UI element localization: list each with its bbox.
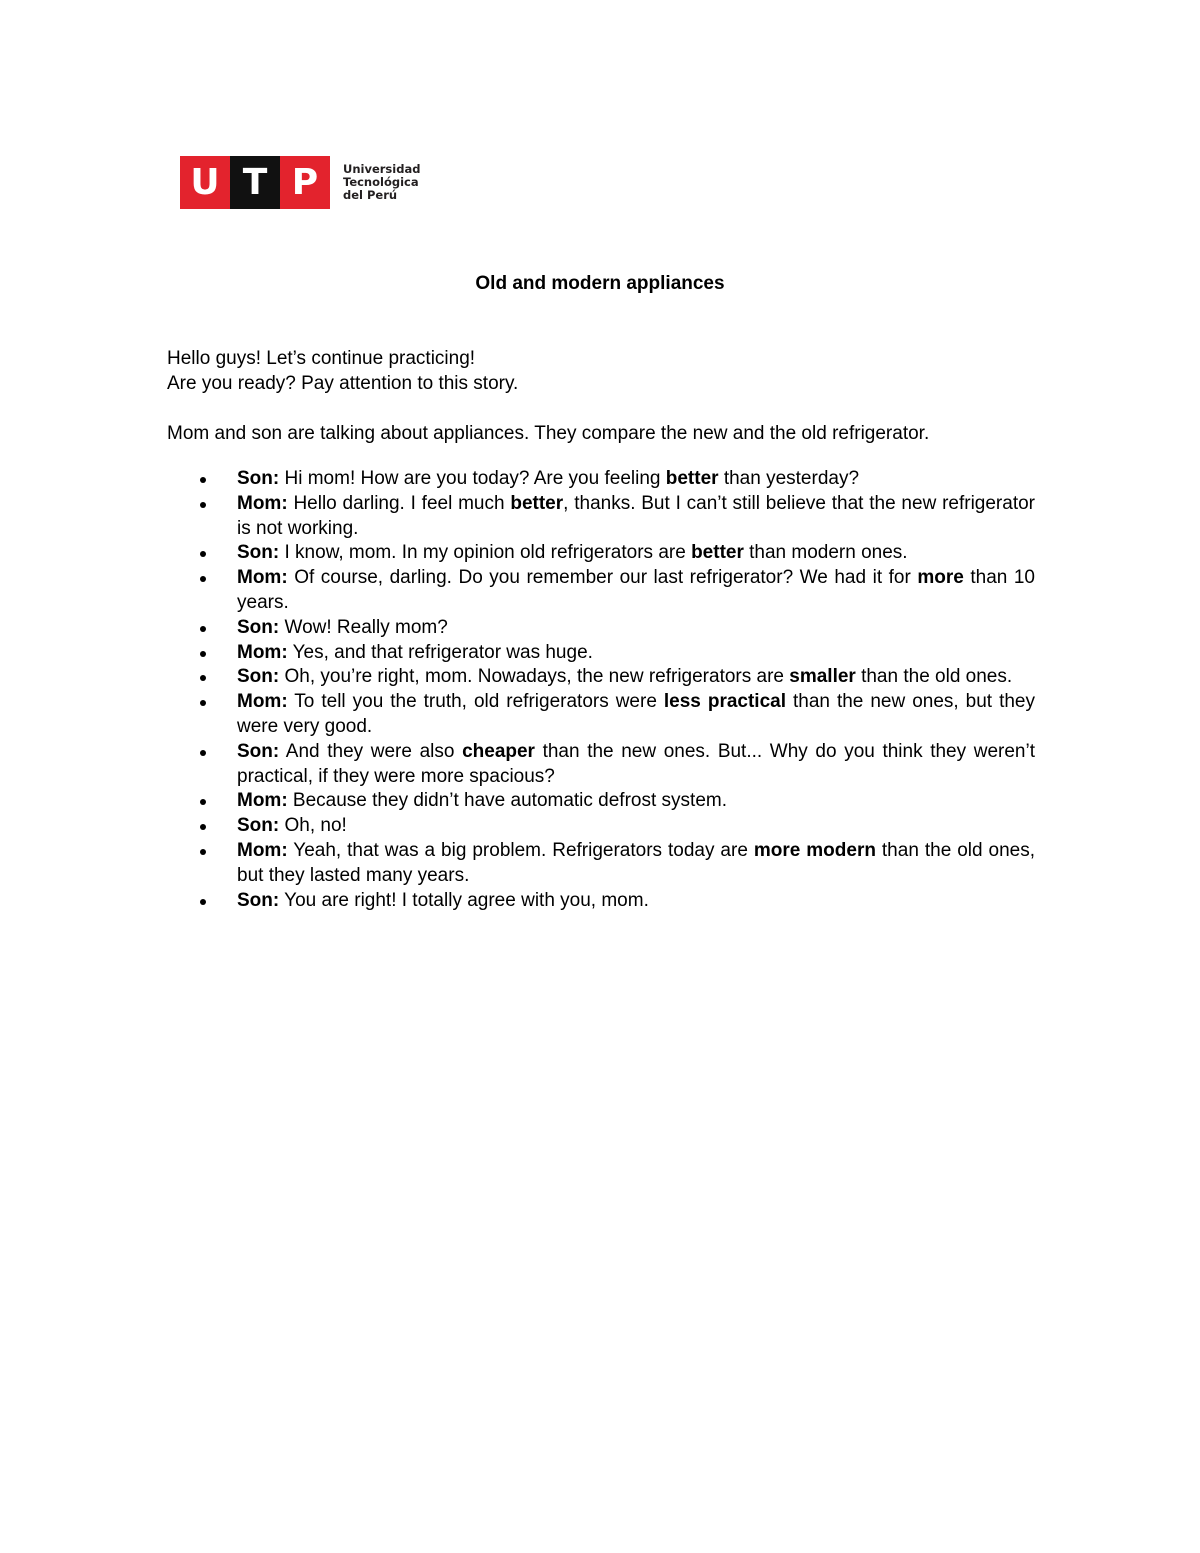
dialogue-line	[167, 492, 1035, 542]
bullet-icon	[200, 551, 206, 557]
bullet-icon	[200, 700, 206, 706]
dialogue-line	[167, 690, 1035, 740]
speaker-name: Mom:	[237, 492, 288, 514]
dialogue-text: And they were also cheaper than the new ones. But... Why do you think they weren’t practical, if they were more spacious?	[237, 740, 1035, 787]
intro-instruction: Are you ready? Pay attention to this story.	[167, 373, 519, 394]
intro-section	[167, 346, 1037, 446]
logo-text-line: Universidad	[343, 162, 421, 176]
dialogue-line	[167, 789, 1035, 814]
comparative-word: less practical	[663, 691, 786, 713]
bullet-icon	[200, 576, 206, 582]
intro-context: Mom and son are talking about appliances. They compare the new and the old refrigerator.	[167, 423, 930, 444]
dialogue-line	[167, 467, 1035, 492]
dialogue-text: You are right! I totally agree with you, mom.	[279, 889, 649, 911]
bullet-icon	[200, 477, 206, 483]
dialogue-text: Oh, no!	[279, 815, 347, 837]
bullet-icon	[200, 824, 206, 830]
comparative-word: better	[665, 468, 719, 489]
dialogue-line	[167, 566, 1035, 616]
dialogue-line	[167, 839, 1035, 889]
dialogue-text: To tell you the truth, old refrigerators were less practical than the new ones, but they were very good.	[237, 691, 1035, 737]
dialogue-text: Hi mom! How are you today? Are you feeling better than yesterday?	[279, 468, 860, 489]
speaker-name: Son:	[237, 666, 280, 688]
comparative-word: cheaper	[462, 740, 535, 762]
dialogue-text: I know, mom. In my opinion old refrigerators are better than modern ones.	[279, 542, 908, 564]
bullet-icon	[200, 626, 206, 632]
speaker-name: Son:	[237, 542, 280, 564]
dialogue-line	[167, 814, 1035, 839]
speaker-name: Son:	[237, 616, 280, 638]
bullet-icon	[200, 849, 206, 855]
utp-logo	[180, 156, 420, 209]
dialogue-line	[167, 541, 1035, 566]
dialogue-line	[167, 889, 1035, 914]
intro-greeting: Hello guys! Let’s continue practicing!	[167, 348, 476, 369]
speaker-name: Mom:	[237, 790, 288, 812]
dialogue-line	[167, 641, 1035, 666]
speaker-name: Mom:	[237, 691, 288, 713]
dialogue-line	[167, 616, 1035, 641]
speaker-name: Son:	[237, 740, 280, 762]
document-title: Old and modern appliances	[475, 273, 725, 294]
bullet-icon	[200, 651, 206, 657]
dialogue-text: Wow! Really mom?	[279, 616, 448, 638]
logo-text-line: Tecnológica	[343, 175, 419, 189]
speaker-name: Son:	[237, 815, 280, 837]
dialogue-text: Because they didn’t have automatic defrost system.	[287, 790, 727, 812]
bullet-icon	[200, 502, 206, 508]
comparative-word: smaller	[789, 666, 856, 688]
logo-text-line: del Perú	[343, 188, 398, 202]
dialogue-text: Of course, darling. Do you remember our last refrigerator? We had it for more than 10 years.	[237, 567, 1035, 613]
bullet-icon	[200, 799, 206, 805]
logo-university-name	[343, 163, 420, 202]
dialogue-line	[167, 665, 1035, 690]
comparative-word: more	[917, 567, 964, 589]
speaker-name: Son:	[237, 468, 280, 489]
comparative-word: more modern	[753, 839, 876, 861]
dialogue-list	[167, 467, 1035, 913]
logo-letter-p: P	[280, 156, 330, 209]
speaker-name: Mom:	[237, 641, 288, 663]
dialogue-text: Yeah, that was a big problem. Refrigerators today are more modern than the old ones, but they lasted many years.	[237, 839, 1035, 886]
speaker-name: Mom:	[237, 839, 288, 861]
dialogue-line	[167, 740, 1035, 790]
logo-letter-blocks	[180, 156, 330, 209]
logo-letter-t: T	[230, 156, 280, 209]
bullet-icon	[200, 750, 206, 756]
bullet-icon	[200, 675, 206, 681]
comparative-word: better	[691, 542, 744, 564]
dialogue-text: Hello darling. I feel much better, thanks. But I can’t still believe that the new refrigerator is not working.	[237, 492, 1035, 539]
logo-letter-u: U	[180, 156, 230, 209]
speaker-name: Son:	[237, 889, 280, 911]
comparative-word: better	[510, 492, 564, 514]
bullet-icon	[200, 899, 206, 905]
speaker-name: Mom:	[237, 567, 288, 589]
dialogue-text: Oh, you’re right, mom. Nowadays, the new refrigerators are smaller than the old ones.	[279, 666, 1013, 688]
dialogue-text: Yes, and that refrigerator was huge.	[287, 641, 593, 663]
